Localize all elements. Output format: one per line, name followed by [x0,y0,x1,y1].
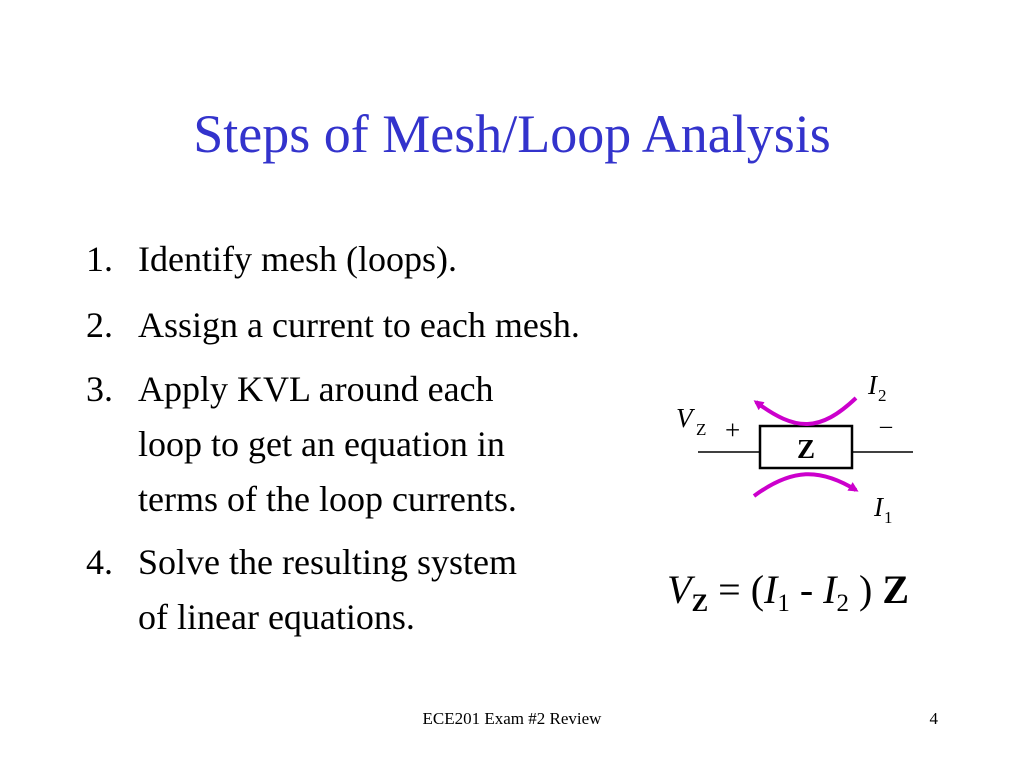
equation-i2-symbol: I [823,567,837,612]
step-text-line-2: loop to get an equation in [138,424,505,464]
voltage-equation [667,566,909,620]
footer-title: ECE201 Exam #2 Review [422,709,602,728]
current-bottom-subscript: 1 [884,508,893,527]
minus-sign: – [880,413,892,439]
step-text-line-3: terms of the loop currents. [138,479,517,519]
step-text: Assign a current to each mesh. [138,305,580,345]
equation-equals: = [718,567,741,612]
equation-impedance: Z [882,567,910,612]
equation-lhs-symbol: V [667,567,692,612]
equation-lhs-subscript: Z [691,590,709,617]
equation-i1-symbol: I [764,567,778,612]
step-text-line-1: Apply KVL around each [138,369,494,409]
step-number: 2. [86,305,113,345]
voltage-subscript: Z [696,420,707,439]
equation-minus: - [799,567,814,612]
step-text-line-2: of linear equations. [138,597,415,637]
current-top-symbol: I [868,370,877,400]
page-number: 4 [929,709,938,728]
step-number: 1. [86,239,113,279]
voltage-symbol: V [676,403,693,433]
impedance-label: Z [796,434,816,464]
current-arrow-top [756,398,856,424]
step-text: Identify mesh (loops). [138,239,457,279]
equation-i2-subscript: 2 [836,590,849,617]
current-bottom-symbol: I [874,492,883,522]
step-number: 4. [86,542,113,582]
equation-close-paren: ) [859,567,873,612]
current-arrow-bottom [754,474,856,496]
step-text-line-1: Solve the resulting system [138,542,517,582]
plus-sign: + [725,415,741,445]
equation-open-paren: ( [750,567,765,612]
impedance-diagram [676,370,930,540]
current-top-subscript: 2 [878,386,887,405]
step-number: 3. [86,369,113,409]
equation-i1-subscript: 1 [777,590,790,617]
slide-title: Steps of Mesh/Loop Analysis [193,104,831,164]
